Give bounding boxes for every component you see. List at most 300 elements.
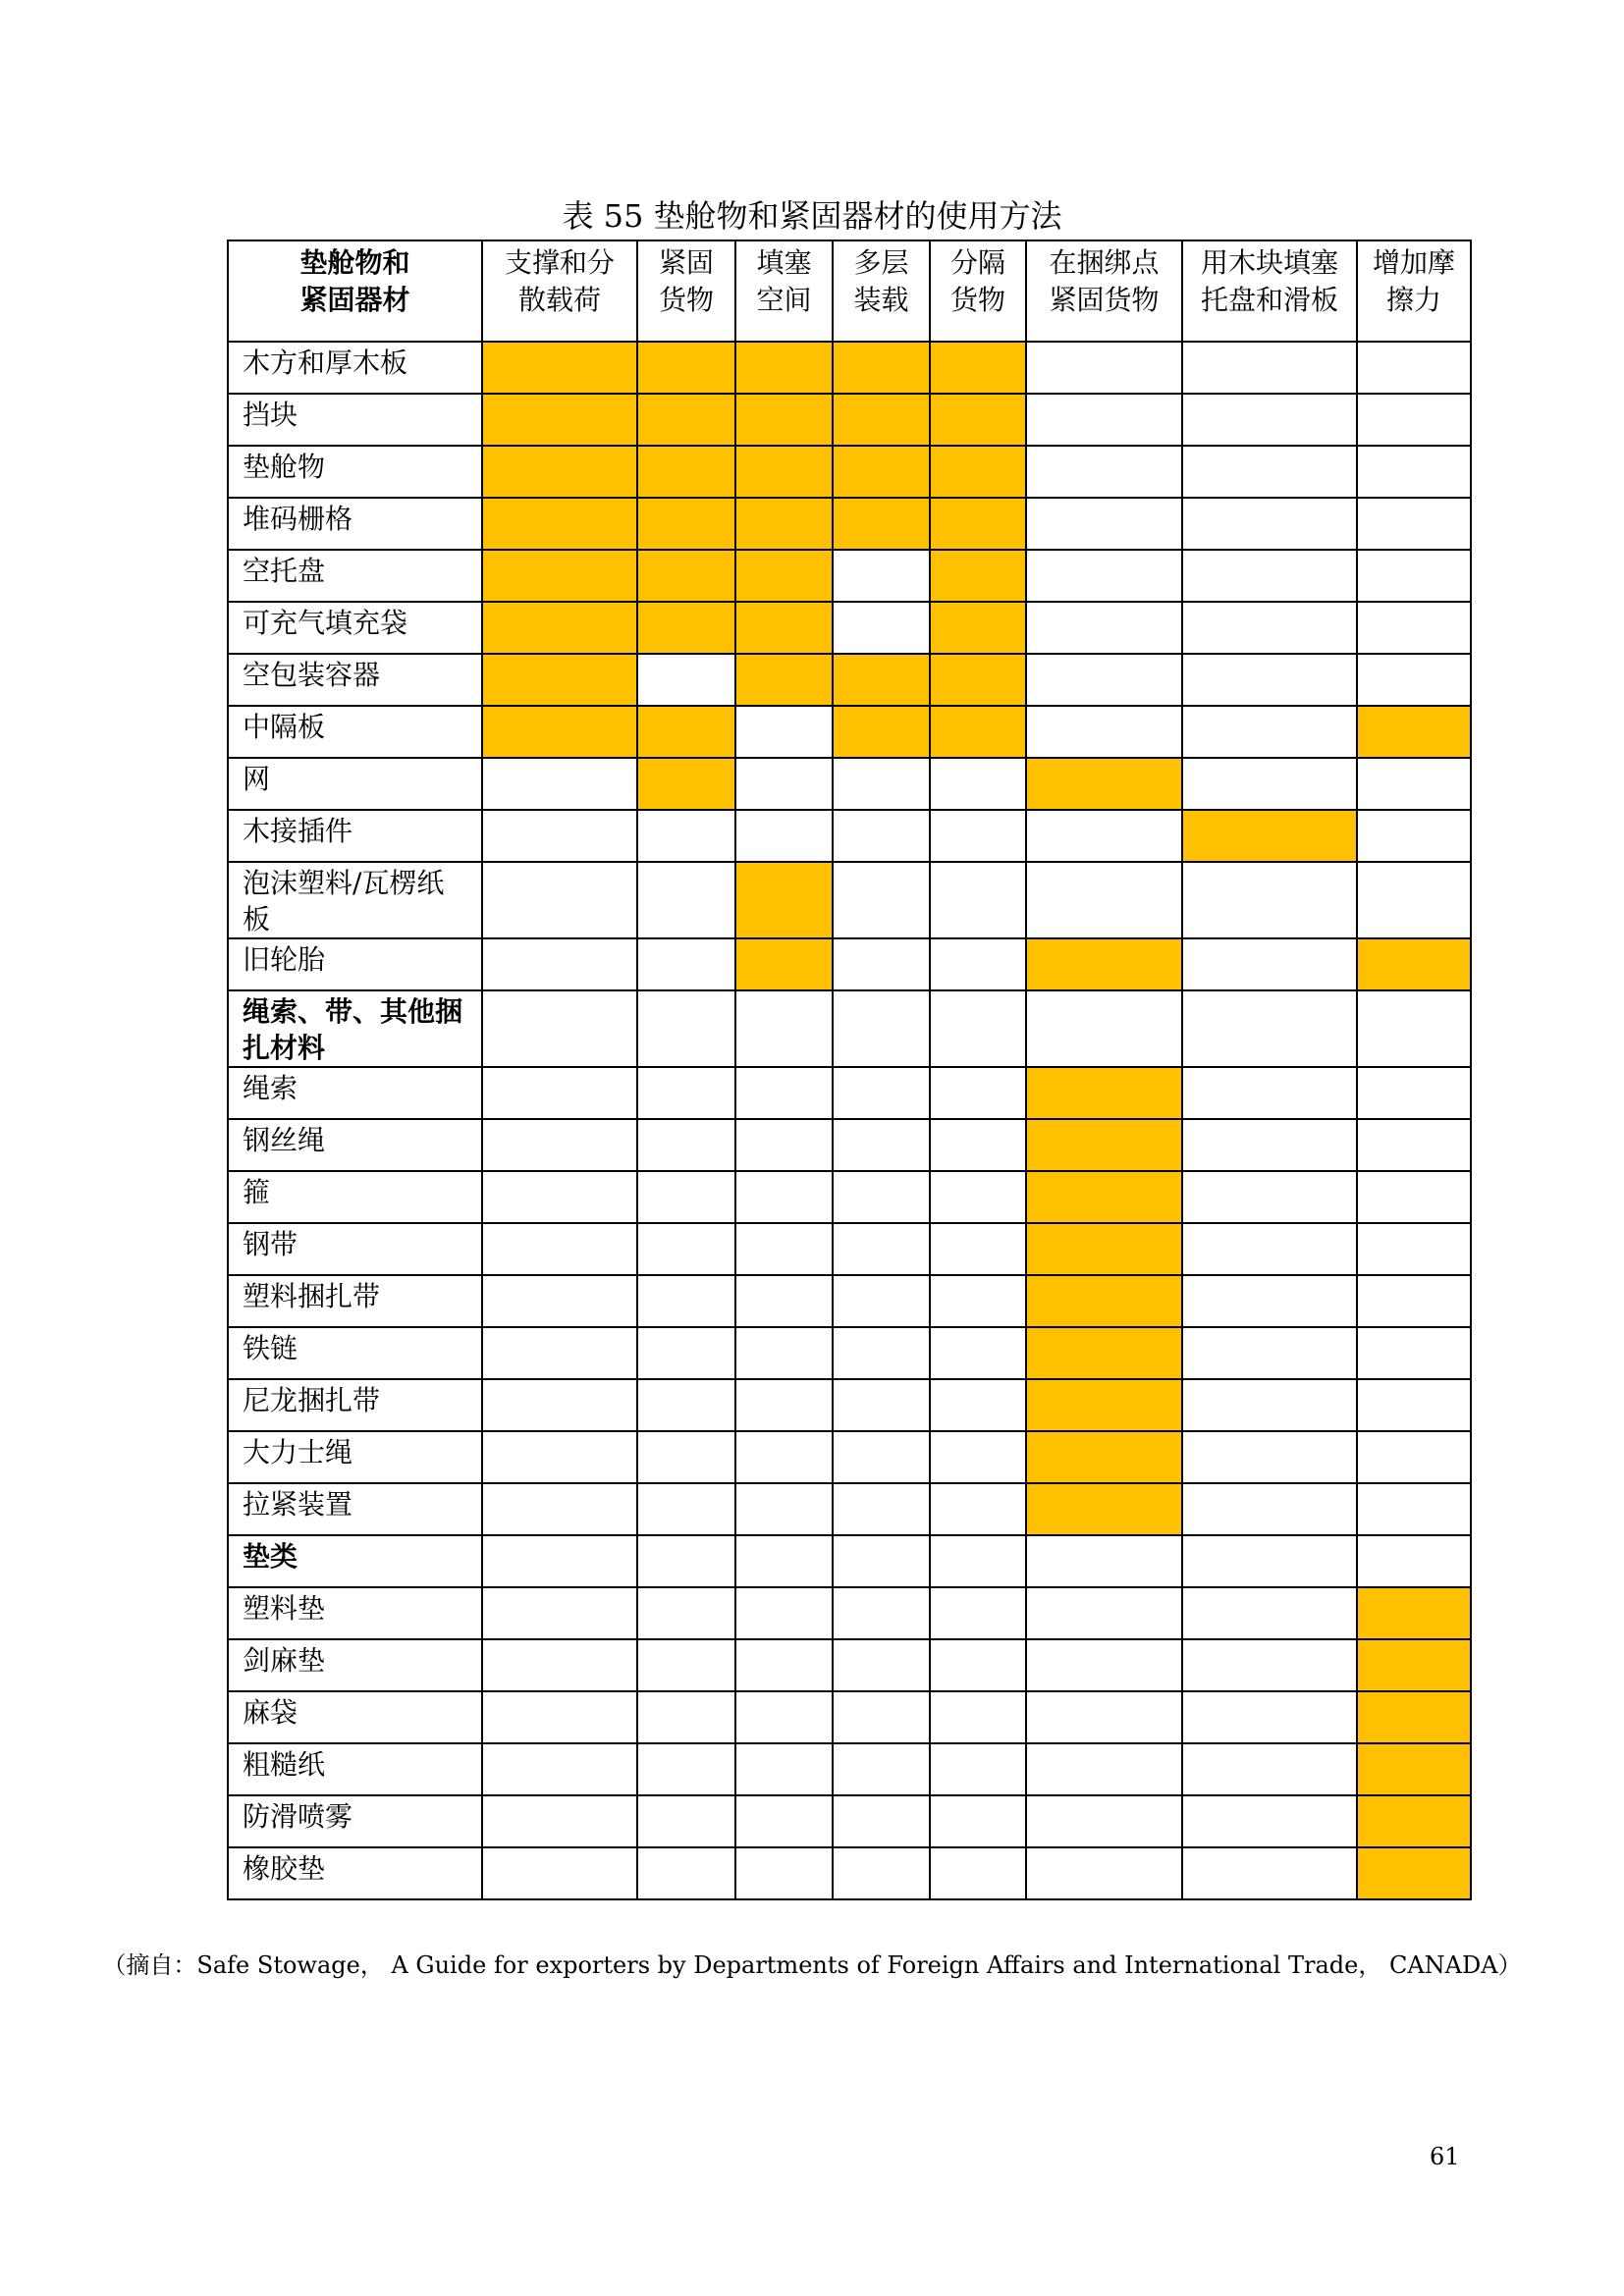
row-label: 木方和厚木板: [228, 342, 482, 394]
empty-cell: [833, 1691, 930, 1743]
empty-cell: [1026, 394, 1182, 446]
empty-cell: [930, 1847, 1026, 1899]
row-label: 塑料垫: [228, 1587, 482, 1639]
row-label: 可充气填充袋: [228, 602, 482, 654]
empty-cell: [482, 1379, 637, 1431]
empty-cell: [1182, 1535, 1357, 1587]
empty-cell: [735, 1535, 833, 1587]
empty-cell: [1357, 654, 1471, 706]
row-label: 木接插件: [228, 810, 482, 862]
table-row: [228, 1743, 1471, 1795]
empty-cell: [482, 1431, 637, 1483]
empty-cell: [930, 758, 1026, 810]
empty-cell: [930, 1067, 1026, 1119]
marked-cell: [1357, 938, 1471, 990]
marked-cell: [1026, 1119, 1182, 1171]
empty-cell: [637, 1431, 735, 1483]
table-row: [228, 602, 1471, 654]
empty-cell: [833, 602, 930, 654]
empty-cell: [833, 1587, 930, 1639]
row-label: 旧轮胎: [228, 938, 482, 990]
empty-cell: [1026, 1743, 1182, 1795]
empty-cell: [735, 1327, 833, 1379]
empty-cell: [1026, 446, 1182, 498]
empty-cell: [1182, 1119, 1357, 1171]
empty-cell: [482, 1119, 637, 1171]
table-row: [228, 1483, 1471, 1535]
empty-cell: [833, 1847, 930, 1899]
empty-cell: [1182, 1691, 1357, 1743]
empty-cell: [637, 1327, 735, 1379]
empty-cell: [1026, 1847, 1182, 1899]
marked-cell: [1357, 1639, 1471, 1691]
empty-cell: [482, 1327, 637, 1379]
table-row: [228, 1327, 1471, 1379]
empty-cell: [1182, 706, 1357, 758]
empty-cell: [735, 810, 833, 862]
table-row: [228, 1119, 1471, 1171]
table-row: [228, 1067, 1471, 1119]
table-body: [228, 342, 1471, 1899]
row-label: 粗糙纸: [228, 1743, 482, 1795]
empty-cell: [482, 1483, 637, 1535]
marked-cell: [637, 446, 735, 498]
empty-cell: [637, 1587, 735, 1639]
table-row: [228, 990, 1471, 1067]
empty-cell: [637, 1535, 735, 1587]
row-label: 空包装容器: [228, 654, 482, 706]
table-row: [228, 342, 1471, 394]
empty-cell: [930, 1275, 1026, 1327]
empty-cell: [637, 1743, 735, 1795]
empty-cell: [637, 1275, 735, 1327]
empty-cell: [482, 1535, 637, 1587]
empty-cell: [833, 1327, 930, 1379]
empty-cell: [1182, 602, 1357, 654]
row-label: 大力士绳: [228, 1431, 482, 1483]
empty-cell: [735, 1691, 833, 1743]
column-header: 紧固 货物: [637, 240, 735, 342]
empty-cell: [1357, 602, 1471, 654]
empty-cell: [1026, 602, 1182, 654]
marked-cell: [930, 602, 1026, 654]
row-label: 绳索: [228, 1067, 482, 1119]
empty-cell: [637, 1483, 735, 1535]
marked-cell: [930, 550, 1026, 602]
empty-cell: [930, 1223, 1026, 1275]
row-label: 剑麻垫: [228, 1639, 482, 1691]
empty-cell: [482, 1743, 637, 1795]
table-row: [228, 1171, 1471, 1223]
empty-cell: [1357, 1535, 1471, 1587]
marked-cell: [1026, 1379, 1182, 1431]
empty-cell: [1357, 1067, 1471, 1119]
marked-cell: [735, 654, 833, 706]
empty-cell: [1357, 446, 1471, 498]
empty-cell: [1026, 1691, 1182, 1743]
empty-cell: [735, 1587, 833, 1639]
marked-cell: [735, 862, 833, 938]
empty-cell: [482, 1847, 637, 1899]
marked-cell: [735, 602, 833, 654]
row-label: 钢带: [228, 1223, 482, 1275]
table-row: [228, 1535, 1471, 1587]
source-note: （摘自：Safe Stowage， A Guide for exporters by Departments of Foreign Affairs and International Trade， CANADA）: [102, 1951, 1522, 1979]
empty-cell: [637, 990, 735, 1067]
marked-cell: [1182, 810, 1357, 862]
row-label: 垫舱物: [228, 446, 482, 498]
empty-cell: [482, 1067, 637, 1119]
empty-cell: [833, 1275, 930, 1327]
table-row: [228, 550, 1471, 602]
column-header: 支撑和分 散载荷: [482, 240, 637, 342]
empty-cell: [637, 862, 735, 938]
column-header: 用木块填塞 托盘和滑板: [1182, 240, 1357, 342]
empty-cell: [1182, 1067, 1357, 1119]
marked-cell: [930, 654, 1026, 706]
empty-cell: [1182, 1431, 1357, 1483]
empty-cell: [637, 1639, 735, 1691]
empty-cell: [1357, 1119, 1471, 1171]
empty-cell: [1026, 1535, 1182, 1587]
empty-cell: [735, 758, 833, 810]
empty-cell: [1026, 990, 1182, 1067]
table-row: [228, 862, 1471, 938]
empty-cell: [833, 1743, 930, 1795]
empty-cell: [833, 758, 930, 810]
empty-cell: [1026, 862, 1182, 938]
empty-cell: [1182, 654, 1357, 706]
row-label: 垫类: [228, 1535, 482, 1587]
empty-cell: [637, 1847, 735, 1899]
empty-cell: [482, 862, 637, 938]
table-row: [228, 938, 1471, 990]
empty-cell: [833, 862, 930, 938]
empty-cell: [482, 938, 637, 990]
empty-cell: [482, 1275, 637, 1327]
marked-cell: [1026, 1431, 1182, 1483]
table-row: [228, 1275, 1471, 1327]
empty-cell: [1026, 1795, 1182, 1847]
empty-cell: [482, 1171, 637, 1223]
empty-cell: [1357, 342, 1471, 394]
row-label: 挡块: [228, 394, 482, 446]
table-row: [228, 1795, 1471, 1847]
table-row: [228, 810, 1471, 862]
empty-cell: [1182, 1795, 1357, 1847]
row-label: 堆码栅格: [228, 498, 482, 550]
empty-cell: [930, 1535, 1026, 1587]
empty-cell: [833, 938, 930, 990]
empty-cell: [833, 1639, 930, 1691]
empty-cell: [1182, 1743, 1357, 1795]
empty-cell: [833, 1379, 930, 1431]
empty-cell: [735, 1171, 833, 1223]
empty-cell: [1357, 498, 1471, 550]
empty-cell: [833, 810, 930, 862]
empty-cell: [833, 1535, 930, 1587]
empty-cell: [637, 1691, 735, 1743]
row-label: 网: [228, 758, 482, 810]
row-label: 防滑喷雾: [228, 1795, 482, 1847]
empty-cell: [833, 1483, 930, 1535]
empty-cell: [735, 1119, 833, 1171]
empty-cell: [1357, 1483, 1471, 1535]
empty-cell: [637, 1067, 735, 1119]
empty-cell: [637, 938, 735, 990]
marked-cell: [930, 394, 1026, 446]
marked-cell: [1357, 1847, 1471, 1899]
empty-cell: [930, 862, 1026, 938]
empty-cell: [482, 1639, 637, 1691]
marked-cell: [637, 706, 735, 758]
marked-cell: [735, 394, 833, 446]
marked-cell: [482, 654, 637, 706]
empty-cell: [735, 1067, 833, 1119]
table-row: [228, 1587, 1471, 1639]
empty-cell: [930, 1587, 1026, 1639]
table-header-row: [228, 240, 1471, 342]
empty-cell: [482, 758, 637, 810]
table-row: [228, 758, 1471, 810]
empty-cell: [1182, 1639, 1357, 1691]
empty-cell: [1182, 990, 1357, 1067]
table-row: [228, 1431, 1471, 1483]
empty-cell: [930, 1327, 1026, 1379]
empty-cell: [735, 1275, 833, 1327]
empty-cell: [1182, 1587, 1357, 1639]
empty-cell: [930, 1119, 1026, 1171]
row-label: 空托盘: [228, 550, 482, 602]
marked-cell: [833, 342, 930, 394]
column-header: 分隔 货物: [930, 240, 1026, 342]
empty-cell: [930, 938, 1026, 990]
marked-cell: [482, 498, 637, 550]
empty-cell: [833, 1795, 930, 1847]
empty-cell: [1357, 1223, 1471, 1275]
empty-cell: [1182, 1483, 1357, 1535]
column-header: 垫舱物和 紧固器材: [228, 240, 482, 342]
empty-cell: [735, 1379, 833, 1431]
column-header: 多层 装载: [833, 240, 930, 342]
empty-cell: [637, 810, 735, 862]
marked-cell: [1026, 758, 1182, 810]
empty-cell: [1182, 342, 1357, 394]
empty-cell: [1357, 1275, 1471, 1327]
empty-cell: [1026, 498, 1182, 550]
marked-cell: [637, 758, 735, 810]
empty-cell: [1182, 938, 1357, 990]
empty-cell: [1182, 550, 1357, 602]
empty-cell: [482, 990, 637, 1067]
marked-cell: [1026, 1327, 1182, 1379]
table-row: [228, 394, 1471, 446]
empty-cell: [1026, 1587, 1182, 1639]
empty-cell: [637, 1171, 735, 1223]
empty-cell: [637, 1795, 735, 1847]
row-label: 绳索、带、其他捆 扎材料: [228, 990, 482, 1067]
row-label: 泡沫塑料/瓦楞纸 板: [228, 862, 482, 938]
empty-cell: [1357, 1327, 1471, 1379]
row-label: 拉紧装置: [228, 1483, 482, 1535]
empty-cell: [1026, 706, 1182, 758]
empty-cell: [735, 1431, 833, 1483]
empty-cell: [1026, 550, 1182, 602]
marked-cell: [930, 706, 1026, 758]
empty-cell: [1182, 1327, 1357, 1379]
marked-cell: [637, 498, 735, 550]
column-header: 增加摩 擦力: [1357, 240, 1471, 342]
row-label: 中隔板: [228, 706, 482, 758]
page-number: 61: [1430, 2143, 1460, 2170]
table-row: [228, 1639, 1471, 1691]
empty-cell: [930, 1431, 1026, 1483]
empty-cell: [735, 1795, 833, 1847]
marked-cell: [1026, 1171, 1182, 1223]
marked-cell: [1357, 1795, 1471, 1847]
empty-cell: [930, 1743, 1026, 1795]
empty-cell: [1182, 446, 1357, 498]
empty-cell: [637, 1223, 735, 1275]
empty-cell: [1357, 758, 1471, 810]
table-row: [228, 1223, 1471, 1275]
empty-cell: [833, 1171, 930, 1223]
empty-cell: [1026, 654, 1182, 706]
empty-cell: [930, 1795, 1026, 1847]
empty-cell: [637, 1379, 735, 1431]
empty-cell: [1357, 550, 1471, 602]
row-label: 塑料捆扎带: [228, 1275, 482, 1327]
marked-cell: [482, 342, 637, 394]
marked-cell: [1026, 1275, 1182, 1327]
empty-cell: [482, 1587, 637, 1639]
empty-cell: [735, 1639, 833, 1691]
marked-cell: [735, 550, 833, 602]
table-row: [228, 498, 1471, 550]
table-row: [228, 706, 1471, 758]
marked-cell: [482, 706, 637, 758]
empty-cell: [735, 1743, 833, 1795]
table-row: [228, 446, 1471, 498]
marked-cell: [482, 394, 637, 446]
empty-cell: [735, 706, 833, 758]
empty-cell: [930, 1379, 1026, 1431]
empty-cell: [735, 990, 833, 1067]
marked-cell: [735, 342, 833, 394]
empty-cell: [1182, 1847, 1357, 1899]
marked-cell: [930, 498, 1026, 550]
empty-cell: [1357, 810, 1471, 862]
row-label: 钢丝绳: [228, 1119, 482, 1171]
empty-cell: [637, 1119, 735, 1171]
empty-cell: [482, 810, 637, 862]
empty-cell: [1182, 862, 1357, 938]
marked-cell: [1026, 938, 1182, 990]
empty-cell: [1182, 1223, 1357, 1275]
empty-cell: [735, 1223, 833, 1275]
empty-cell: [482, 1691, 637, 1743]
marked-cell: [930, 446, 1026, 498]
empty-cell: [1026, 342, 1182, 394]
empty-cell: [833, 1119, 930, 1171]
empty-cell: [1026, 810, 1182, 862]
empty-cell: [930, 810, 1026, 862]
marked-cell: [637, 394, 735, 446]
empty-cell: [1182, 394, 1357, 446]
empty-cell: [1357, 1379, 1471, 1431]
marked-cell: [1357, 1691, 1471, 1743]
marked-cell: [1026, 1067, 1182, 1119]
marked-cell: [637, 342, 735, 394]
row-label: 麻袋: [228, 1691, 482, 1743]
marked-cell: [833, 706, 930, 758]
empty-cell: [833, 1431, 930, 1483]
empty-cell: [930, 1691, 1026, 1743]
marked-cell: [637, 550, 735, 602]
marked-cell: [833, 498, 930, 550]
marked-cell: [482, 550, 637, 602]
empty-cell: [1357, 862, 1471, 938]
empty-cell: [1026, 1639, 1182, 1691]
empty-cell: [1182, 758, 1357, 810]
empty-cell: [1182, 1171, 1357, 1223]
empty-cell: [833, 990, 930, 1067]
empty-cell: [833, 1223, 930, 1275]
marked-cell: [482, 446, 637, 498]
marked-cell: [1357, 1743, 1471, 1795]
marked-cell: [637, 602, 735, 654]
empty-cell: [1182, 1275, 1357, 1327]
row-label: 铁链: [228, 1327, 482, 1379]
row-label: 尼龙捆扎带: [228, 1379, 482, 1431]
usage-table: [227, 240, 1472, 1900]
empty-cell: [1357, 1171, 1471, 1223]
marked-cell: [735, 498, 833, 550]
row-label: 箍: [228, 1171, 482, 1223]
marked-cell: [1357, 706, 1471, 758]
table-caption: 表 55 垫舱物和紧固器材的使用方法: [562, 197, 1062, 235]
table-row: [228, 654, 1471, 706]
marked-cell: [1026, 1483, 1182, 1535]
empty-cell: [735, 1483, 833, 1535]
empty-cell: [482, 1223, 637, 1275]
empty-cell: [930, 1639, 1026, 1691]
empty-cell: [833, 1067, 930, 1119]
marked-cell: [1357, 1587, 1471, 1639]
empty-cell: [930, 1483, 1026, 1535]
column-header: 填塞 空间: [735, 240, 833, 342]
marked-cell: [833, 446, 930, 498]
empty-cell: [930, 1171, 1026, 1223]
column-header: 在捆绑点 紧固货物: [1026, 240, 1182, 342]
marked-cell: [735, 938, 833, 990]
marked-cell: [735, 446, 833, 498]
marked-cell: [833, 394, 930, 446]
marked-cell: [1026, 1223, 1182, 1275]
empty-cell: [1182, 1379, 1357, 1431]
empty-cell: [1357, 1431, 1471, 1483]
marked-cell: [930, 342, 1026, 394]
table-row: [228, 1379, 1471, 1431]
marked-cell: [482, 602, 637, 654]
empty-cell: [482, 1795, 637, 1847]
marked-cell: [833, 654, 930, 706]
empty-cell: [735, 1847, 833, 1899]
table-row: [228, 1691, 1471, 1743]
row-label: 橡胶垫: [228, 1847, 482, 1899]
table-row: [228, 1847, 1471, 1899]
empty-cell: [833, 550, 930, 602]
